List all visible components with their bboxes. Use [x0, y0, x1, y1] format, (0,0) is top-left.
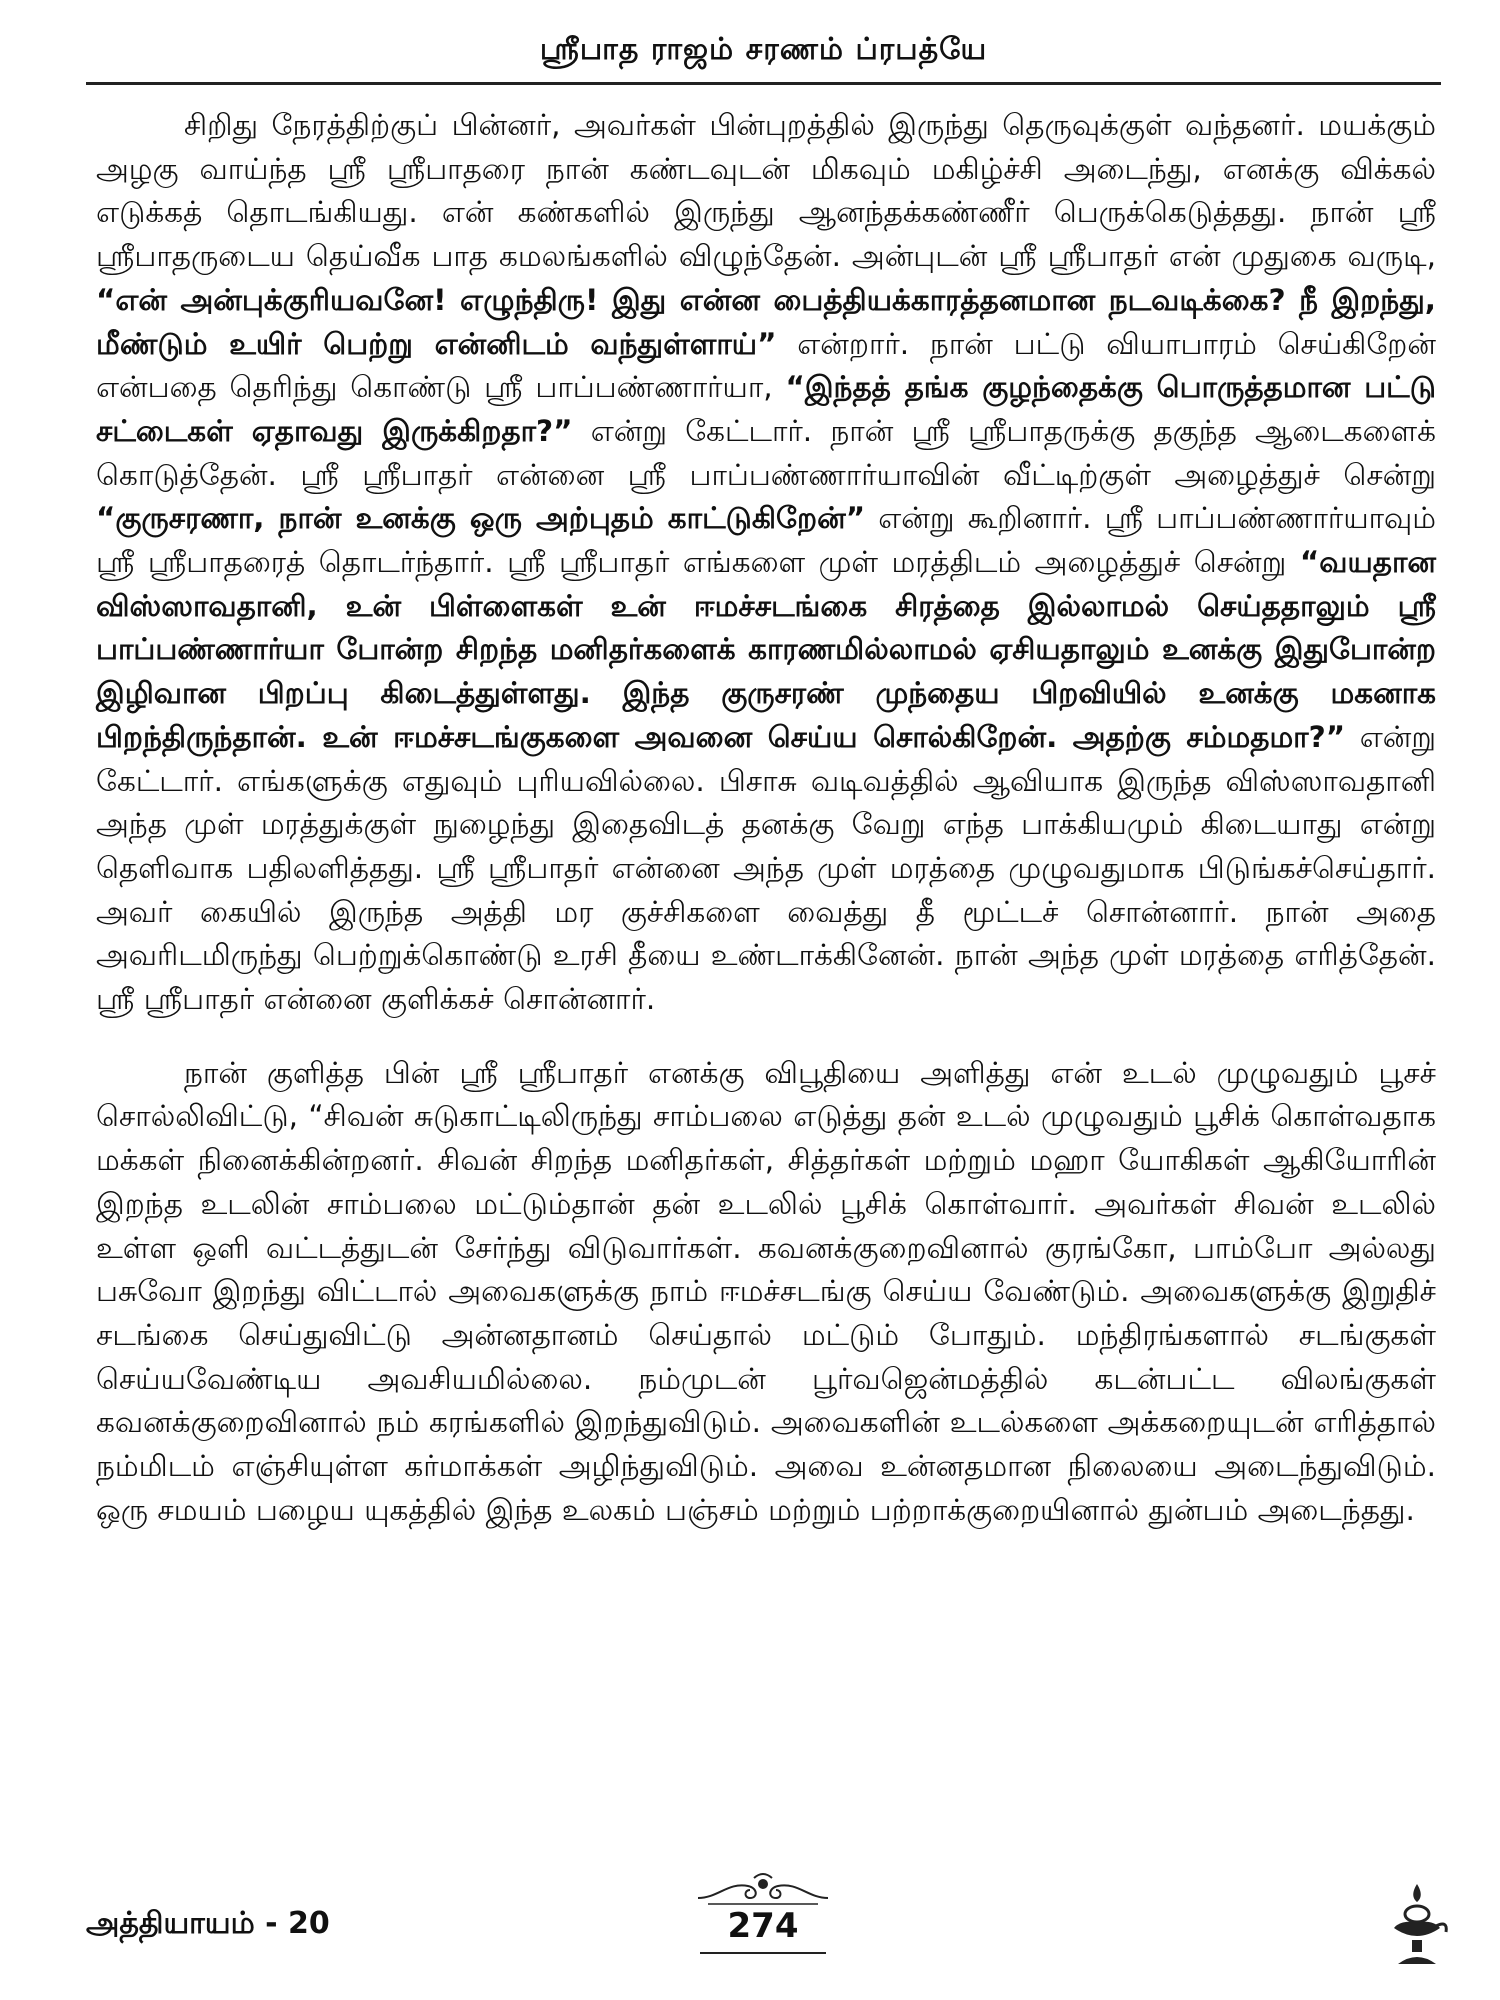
header-divider [86, 82, 1441, 85]
quoted-speech: “இந்தத் தங்க குழந்தைக்கு பொருத்தமான பட்டு சட்டைகள் ஏதாவது இருக்கிறதா?” [96, 370, 1436, 448]
quoted-speech: “வயதான விஸ்ஸாவதானி, உன் பிள்ளைகள் உன் ஈமச்சடங்கை சிரத்தை இல்லாமல் செய்ததாலும் ஸ்ரீ பாப்பண்ணார்யா போன்ற சிறந்த மனிதர்களைக் காரணமில்லாமல் ஏசியதாலும் உனக்கு இதுபோன்ற இழிவான பிறப்பு கிடைத்துள்ளது. இந்த குருசரண் முந்தைய பிறவியில் உனக்கு மகனாக பிறந்திருந்தான். உன் ஈமச்சடங்குகளை அவனை செய்ய சொல்கிறேன். அதற்கு சம்மதமா?” [96, 545, 1436, 754]
page-number-underline [700, 1952, 826, 1954]
quoted-speech: “குருசரணா, நான் உனக்கு ஒரு அற்புதம் காட்டுகிறேன்” [96, 501, 866, 536]
narrative-text: சிறிது நேரத்திற்குப் பின்னர், அவர்கள் பின்புறத்தில் இருந்து தெருவுக்குள் வந்தனர். மயக்கும் அழகு வாய்ந்த ஸ்ரீ ஸ்ரீபாதரை நான் கண்டவுடன் மிகவும் மகிழ்ச்சி அடைந்து, எனக்கு விக்கல் எடுக்கத் தொடங்கியது. என் கண்களில் இருந்து ஆனந்தக்கண்ணீர் பெருக்கெடுத்தது. நான் ஸ்ரீ ஸ்ரீபாதருடைய தெய்வீக பாத கமலங்களில் விழுந்தேன். அன்புடன் ஸ்ரீ ஸ்ரீபாதர் என் முதுகை வருடி, [96, 108, 1436, 274]
narrative-text: என்று கேட்டார். எங்களுக்கு எதுவும் புரியவில்லை. பிசாசு வடிவத்தில் ஆவியாக இருந்த விஸ்ஸாவதானி அந்த முள் மரத்துக்குள் நுழைந்து இதைவிடத் தனக்கு வேறு எந்த பாக்கியமும் கிடையாது என்று தெளிவாக பதிலளித்தது. ஸ்ரீ ஸ்ரீபாதர் என்னை அந்த முள் மரத்தை முழுவதுமாக பிடுங்கச்செய்தார். அவர் கையில் இருந்த அத்தி மர குச்சிகளை வைத்து தீ மூட்டச் சொன்னார். நான் அதை அவரிடமிருந்து பெற்றுக்கொண்டு உரசி தீயை உண்டாக்கினேன். நான் அந்த முள் மரத்தை எரித்தேன். ஸ்ரீ ஸ்ரீபாதர் என்னை குளிக்கச் சொன்னார். [96, 719, 1436, 1017]
quoted-speech: “என் அன்புக்குரியவனே! எழுந்திரு! இது என்ன பைத்தியக்காரத்தனமான நடவடிக்கை? நீ இறந்து, மீண்டும் உயிர் பெற்று என்னிடம் வந்துள்ளாய்” [96, 282, 1436, 361]
chapter-label: அத்தியாயம் - 20 [86, 1906, 330, 1941]
narrative-text: என்றார். நான் பட்டு வியாபாரம் செய்கிறேன் என்பதை தெரிந்து கொண்டு ஸ்ரீ பாப்பண்ணார்யா, [96, 326, 1436, 405]
oil-lamp-icon [1384, 1880, 1450, 1968]
paragraph-2: நான் குளித்த பின் ஸ்ரீ ஸ்ரீபாதர் எனக்கு விபூதியை அளித்து என் உடல் முழுவதும் பூசச் சொல்லிவிட்டு, “சிவன் சுடுகாட்டிலிருந்து சாம்பலை எடுத்து தன் உடல் முழுவதும் பூசிக் கொள்வதாக மக்கள் நினைக்கின்றனர். சிவன் சிறந்த மனிதர்கள், சித்தர்கள் மற்றும் மஹா யோகிகள் ஆகியோரின் இறந்த உடலின் சாம்பலை மட்டும்தான் தன் உடலில் பூசிக் கொள்வார். அவர்கள் சிவன் உடலில் உள்ள ஒளி வட்டத்துடன் சேர்ந்து விடுவார்கள். கவனக்குறைவினால் குரங்கோ, பாம்போ அல்லது பசுவோ இறந்து விட்டால் அவைகளுக்கு நாம் ஈமச்சடங்கு செய்ய வேண்டும். அவைகளுக்கு இறுதிச் சடங்கை செய்துவிட்டு அன்னதானம் செய்தால் மட்டும் போதும். மந்திரங்களால் சடங்குகள் செய்யவேண்டிய அவசியமில்லை. நம்முடன் பூர்வஜென்மத்தில் கடன்பட்ட விலங்குகள் கவனக்குறைவினால் நம் கரங்களில் இறந்துவிடும். அவைகளின் உடல்களை அக்கறையுடன் எரித்தால் நம்மிடம் எஞ்சியுள்ள கர்மாக்கள் அழிந்துவிடும். அவை உன்னதமான நிலையை அடைந்துவிடும். ஒரு சமயம் பழைய யுகத்தில் இந்த உலகம் பஞ்சம் மற்றும் பற்றாக்குறையினால் துன்பம் அடைந்தது. [96, 1055, 1436, 1527]
page-number: 274 [727, 1906, 799, 1946]
narrative-text: என்று கூறினார். ஸ்ரீ பாப்பண்ணார்யாவும் ஸ்ரீ ஸ்ரீபாதரைத் தொடர்ந்தார். ஸ்ரீ ஸ்ரீபாதர் எங்களை முள் மரத்திடம் அழைத்துச் சென்று [96, 501, 1436, 580]
body-text [96, 104, 1436, 1533]
narrative-text: என்று கேட்டார். நான் ஸ்ரீ ஸ்ரீபாதருக்கு தகுந்த ஆடைகளைக் கொடுத்தேன். ஸ்ரீ ஸ்ரீபாதர் என்னை ஸ்ரீ பாப்பண்ணார்யாவின் வீட்டிற்குள் அழைத்துச் சென்று [96, 413, 1436, 492]
running-header: ஸ்ரீபாத ராஜம் சரணம் ப்ரபத்யே [539, 32, 988, 67]
paragraph-1 [96, 104, 1436, 1022]
